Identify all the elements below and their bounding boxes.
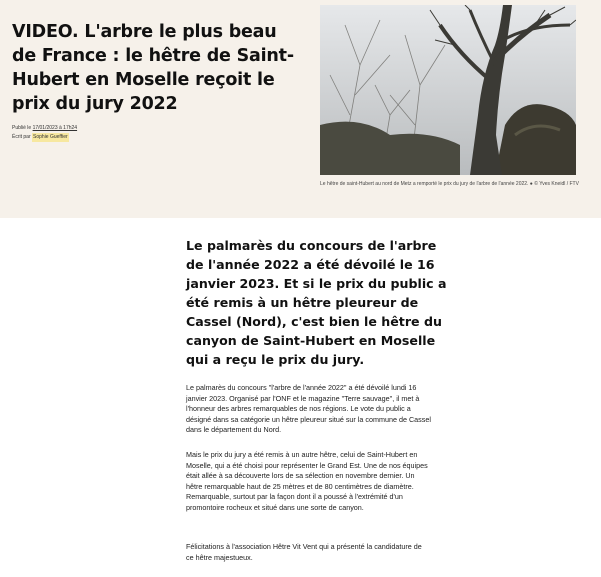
article-title: VIDEO. L'arbre le plus beau de France : le hêtre de Saint-Hubert en Moselle reçoit le prix du jury 2022 [12,22,294,114]
author-info [12,133,77,142]
article-paragraph: Félicitations à l'association Hêtre Vit Vent qui a présenté la candidature de ce hêtre majestueux. [186,542,422,562]
author-link[interactable]: Sophie Gueffier [33,134,68,140]
article-lead: Le palmarès du concours de l'arbre de l'année 2022 a été dévoilé le 16 janvier 2023. Et si le prix du public a été remis à un hêtre pleureur de Cassel (Nord), c'est bien le hêtre du canyon de Saint-Hubert en Moselle qui a reçu le prix du jury. [186,238,447,367]
published-prefix: Publié le [12,125,33,131]
article-paragraph: Le palmarès du concours "l'arbre de l'année 2022" a été dévoilé lundi 16 janvier 2023. Organisé par l'ONF et le magazine "Terre sauvage", il met à l'honneur des arbres remarquables de nos régions. Le vote du public a désigné dans sa catégorie un hêtre pleureur situé sur la commune de Cassel dans le département du Nord. [186,383,431,435]
article-meta [12,124,77,142]
article-photo[interactable] [320,5,576,175]
beech-tree-photo [320,5,576,175]
photo-caption: Le hêtre de saint-Hubert au nord de Metz a remporté le prix du jury de l'arbre de l'année 2022. ● © Yves Kneidl / FTV [320,181,579,187]
article-paragraph: Mais le prix du jury a été remis à un autre hêtre, celui de Saint-Hubert en Moselle, qui a été choisi pour représenter le Grand Est. Une de nos équipes était allée à sa découverte lors de sa sélection en novembre dernier. Un hêtre remarquable haut de 25 mètres et de 80 centimètres de diamètre. Remarquable, surtout par la façon dont il a poussé à l'extrémité d'un promontoire rocheux et situé dans une sorte de canyon. [186,450,428,512]
article-header [0,0,601,218]
publication-info [12,124,77,133]
published-date: 17/01/2023 à 17h24 [32,125,78,131]
author-prefix: Écrit par [12,134,33,140]
